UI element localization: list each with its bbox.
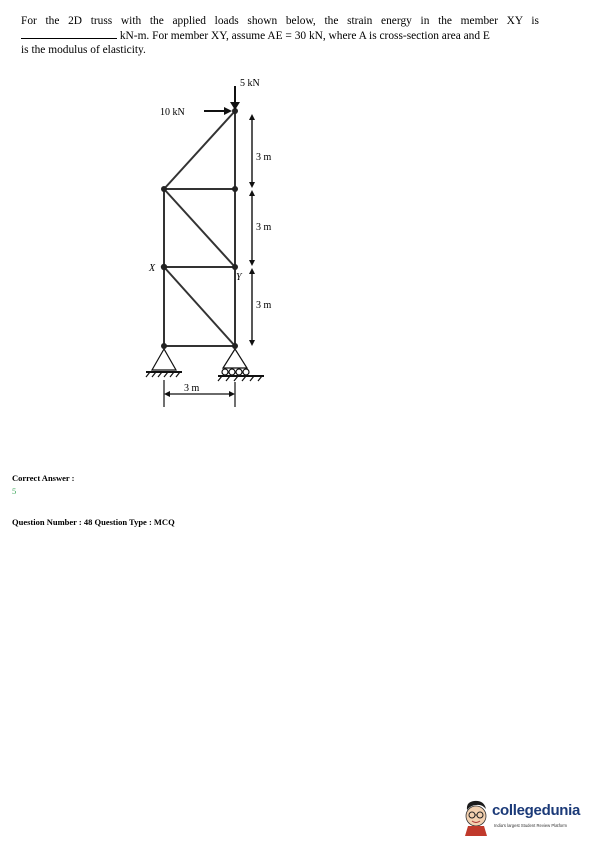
top-diagonal: [164, 111, 235, 189]
correct-answer-label: Correct Answer :: [12, 473, 75, 483]
pin-support: [146, 349, 182, 377]
logo-tagline: India's largest Student Review Platform: [494, 823, 567, 828]
truss-diagram: [140, 74, 290, 409]
truss-members: [164, 111, 235, 346]
question-text: [21, 15, 539, 57]
bottom-dimension: [164, 380, 235, 407]
load-10kn-label: 10 kN: [160, 107, 185, 118]
load-10kn-arrow: [204, 107, 232, 115]
dimension-label-middle: 3 m: [256, 222, 272, 233]
vertical-dimensions: [249, 114, 255, 346]
load-5kn-arrow: [230, 86, 240, 110]
dimension-label-horizontal: 3 m: [184, 383, 200, 394]
upper-diagonal: [164, 189, 235, 267]
dimension-label-top: 3 m: [256, 152, 272, 163]
load-5kn-label: 5 kN: [240, 78, 260, 89]
question-line-3: is the modulus of elasticity.: [21, 43, 146, 56]
answer-blank: [21, 28, 117, 39]
question-meta: Question Number : 48 Question Type : MCQ: [12, 517, 175, 527]
roller-support: [218, 349, 264, 381]
mascot-icon: [462, 800, 490, 836]
collegedunia-logo: [462, 796, 590, 838]
truss-figure: [140, 74, 290, 409]
lower-diagonal: [164, 267, 235, 346]
question-line-1: For the 2D truss with the applied loads shown below, the strain energy in the member XY is: [21, 15, 539, 27]
node-y-label: Y: [236, 272, 242, 283]
question-line-2: kN-m. For member XY, assume AE = 30 kN, where A is cross-section area and E: [119, 30, 490, 43]
logo-wordmark: collegedunia: [492, 802, 581, 819]
correct-answer-value: 5: [12, 486, 17, 496]
node-x-label: X: [149, 263, 156, 274]
dimension-label-bottom: 3 m: [256, 300, 272, 311]
